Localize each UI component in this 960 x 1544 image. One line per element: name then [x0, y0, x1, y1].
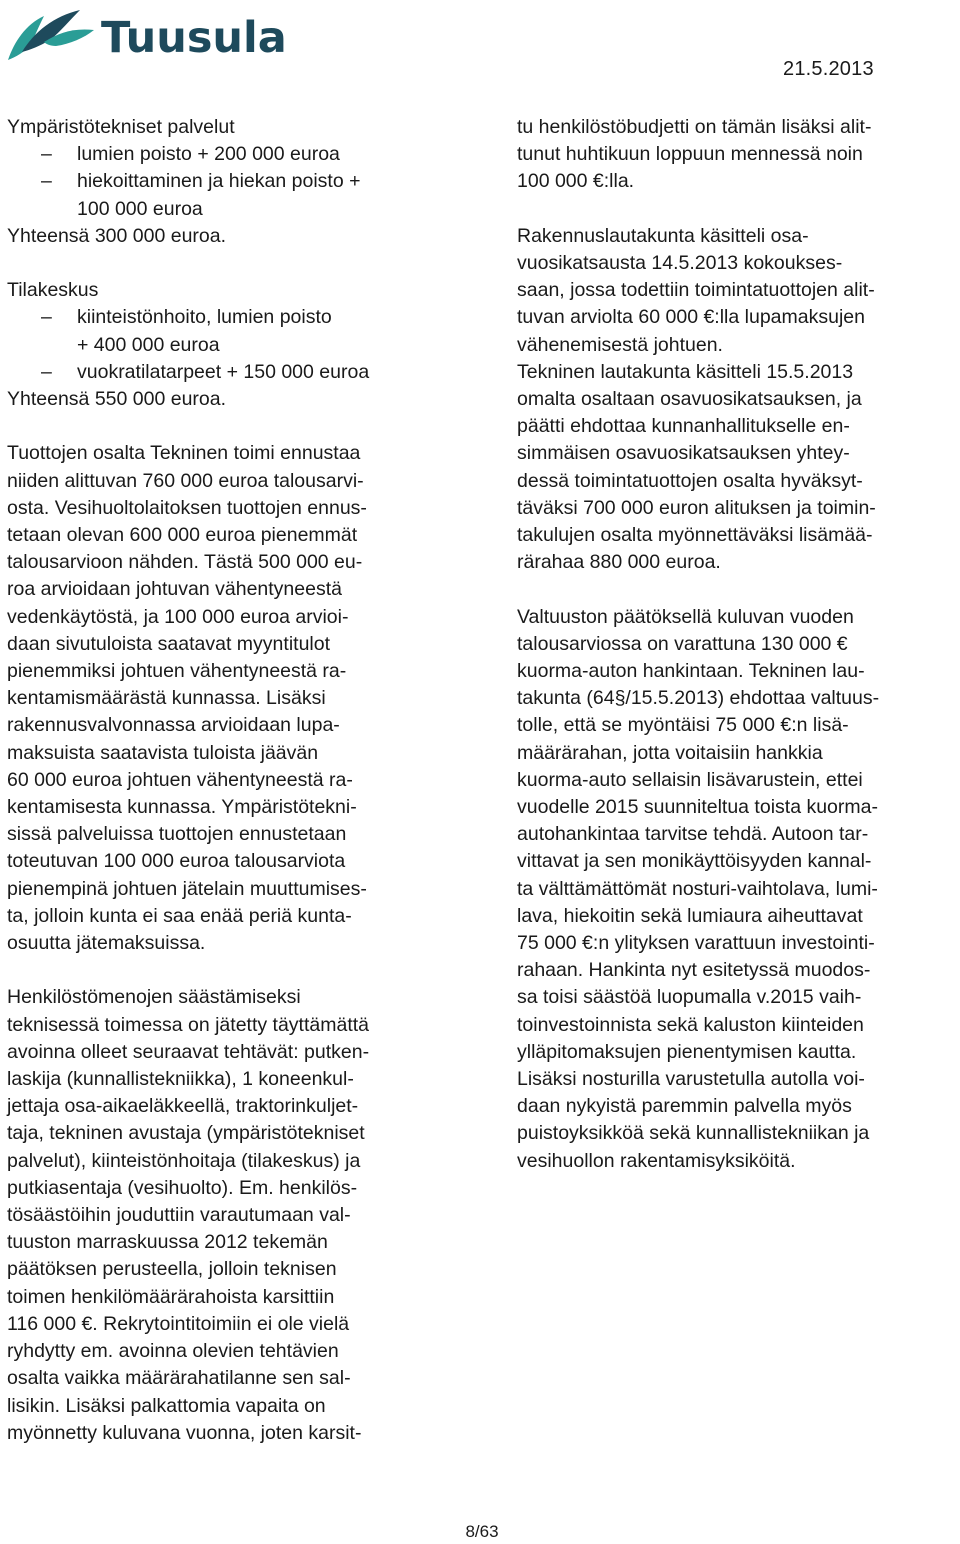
text-line: Lisäksi nosturilla varustetulla autolla voi-: [517, 1068, 865, 1091]
text-line: päätti ehdottaa kunnanhallitukselle en-: [517, 415, 850, 438]
tuusula-logo: [4, 2, 304, 66]
text-line: 60 000 euroa johtuen vähentyneestä ra-: [7, 768, 353, 791]
text-line: osta. Vesihuoltolaitoksen tuottojen ennus-: [7, 496, 367, 519]
text-line: määrärahan, jotta voitaisiin hankkia: [517, 741, 823, 764]
list-item: [7, 141, 477, 168]
list-item-text: vuokratilatarpeet + 150 000 euroa: [77, 360, 370, 383]
text-line: tuvan arviolta 60 000 €:lla lupamaksujen: [517, 306, 865, 329]
text-line: pienempinä johtuen jätelain muuttumises-: [7, 877, 367, 900]
text-line: toinvestoinnista sekä kaluston kiinteiden: [517, 1013, 864, 1036]
text-line: tolle, että se myöntäisi 75 000 €:n lisä-: [517, 714, 849, 737]
list-item-text: kiinteistönhoito, lumien poisto: [77, 306, 332, 329]
text-line: pienemmiksi johtuen vähentyneestä ra-: [7, 660, 347, 683]
text-line: ryhdytty em. avoinna olevien tehtävien: [7, 1340, 339, 1363]
text-line: osuutta jätemaksuissa.: [7, 932, 206, 955]
text-line: kuorma-auto sellaisin lisävarustein, ettei: [517, 768, 863, 791]
text-line: puistoyksikköä sekä kunnallistekniikan ja: [517, 1122, 870, 1145]
text-line: takulujen osalta myönnettäväksi lisämää-: [517, 524, 873, 547]
text-line: 100 000 €:lla.: [517, 170, 635, 193]
paragraph: [517, 114, 957, 196]
text-line: vuosikatsausta 14.5.2013 kokoukses-: [517, 252, 843, 274]
text-line: rahaan. Hankinta nyt esitetyssä muodos-: [517, 959, 871, 982]
text-line: ylläpitomaksujen pienentymisen kautta.: [517, 1040, 857, 1063]
text-line: Tuottojen osalta Tekninen toimi ennustaa: [7, 442, 361, 465]
text-line: putkiasentaja (vesihuolto). Em. henkilös-: [7, 1176, 358, 1199]
total-line: Yhteensä 550 000 euroa.: [7, 388, 227, 411]
text-line: laskija (kunnallistekniikka), 1 koneenkul-: [7, 1068, 354, 1091]
list-item-text: lumien poisto + 200 000 euroa: [77, 143, 340, 166]
text-line: taja, tekninen avustaja (ympäristötekniset: [7, 1122, 365, 1145]
text-line: Rakennuslautakunta käsitteli osa-: [517, 224, 809, 247]
text-line: lava, hiekoitin sekä lumiaura aiheuttavat: [517, 904, 863, 927]
text-line: päätöksen perusteella, jolloin teknisen: [7, 1258, 337, 1281]
list-item: [7, 359, 477, 386]
text-line: toteutuvan 100 000 euroa talousarviota: [7, 850, 346, 873]
paragraph: [517, 223, 957, 577]
text-line: kentamisesta kunnassa. Ympäristötekni-: [7, 796, 357, 819]
text-line: ta välttämättömät nosturi-vaihtolava, lumi-: [517, 877, 878, 900]
text-line: tu henkilöstöbudjetti on tämän lisäksi alit-: [517, 116, 872, 138]
dash-bullet: –: [41, 170, 52, 193]
text-line: palvelut), kiinteistönhoitaja (tilakeskus) ja: [7, 1149, 361, 1172]
dash-bullet: –: [41, 360, 52, 383]
text-line: teknisessä toimessa on jätetty täyttämättä: [7, 1013, 370, 1036]
text-line: vähenemisestä johtuen.: [517, 333, 723, 356]
text-line: vesihuollon rakentamisyksiköitä.: [517, 1149, 796, 1172]
text-line: tuuston marraskuussa 2012 tekemän: [7, 1231, 328, 1254]
list-item-continuation: + 400 000 euroa: [77, 333, 220, 356]
text-line: jettaja osa-aikaeläkkeellä, traktorinkuljet-: [7, 1095, 359, 1118]
text-line: rakennusvalvonnassa arvioidaan lupa-: [7, 714, 340, 737]
list-item: [7, 168, 477, 195]
text-line: talousarviossa on varattuna 130 000 €: [517, 632, 848, 655]
text-line: osalta vaikka määrärahatilanne sen sal-: [7, 1367, 351, 1390]
paragraph: [7, 984, 477, 1446]
text-line: Henkilöstömenojen säästämiseksi: [7, 986, 301, 1009]
text-line: autohankintaa tarvitse tehdä. Autoon tar-: [517, 823, 869, 846]
leaf-icon: [4, 2, 304, 66]
dash-bullet: –: [41, 306, 52, 329]
total-line: Yhteensä 300 000 euroa.: [7, 224, 227, 247]
text-line: Tekninen lautakunta käsitteli 15.5.2013: [517, 360, 854, 383]
paragraph: [7, 440, 477, 957]
paragraph: [517, 604, 957, 1175]
left-column: [7, 114, 477, 1447]
text-line: 116 000 €. Rekrytointitoimiin ei ole vielä: [7, 1312, 350, 1335]
list-item-continuation: 100 000 euroa: [77, 197, 203, 220]
svg-text:Tuusula: Tuusula: [101, 13, 287, 63]
text-line: saan, jossa todettiin toimintatuottojen alit-: [517, 279, 875, 302]
text-line: omalta osaltaan osavuosikatsauksen, ja: [517, 388, 862, 411]
text-line: kentamismäärästä kunnassa. Lisäksi: [7, 687, 326, 710]
text-line: kuorma-auton hankintaan. Tekninen lau-: [517, 660, 865, 683]
text-line: vuodelle 2015 suunniteltua toista kuorma-: [517, 796, 878, 819]
text-line: tunut huhtikuun loppuun mennessä noin: [517, 143, 863, 166]
section-heading: Tilakeskus: [7, 279, 99, 302]
text-line: Valtuuston päätöksellä kuluvan vuoden: [517, 605, 854, 628]
list-item-text: hiekoittaminen ja hiekan poisto +: [77, 170, 361, 193]
text-line: tetaan olevan 600 000 euroa pienemmät: [7, 524, 358, 547]
list-item: [7, 304, 477, 331]
text-line: lisikin. Lisäksi palkattomia vapaita on: [7, 1394, 326, 1417]
text-line: vedenkäytöstä, ja 100 000 euroa arvioi-: [7, 605, 349, 628]
text-line: dessä toimintatuottojen osalta hyväksyt-: [517, 469, 863, 492]
text-line: täväksi 700 000 euron alituksen ja toimin-: [517, 496, 876, 519]
text-line: maksuista saatavista tuloista jäävän: [7, 741, 319, 764]
text-line: tösäästöihin jouduttiin varautumaan val-: [7, 1204, 351, 1227]
text-line: daan sivutuloista saatavat myyntitulot: [7, 632, 331, 655]
text-line: roa arvioidaan johtuvan vähentyneestä: [7, 578, 342, 601]
text-line: toimen henkilömäärärahoista karsittiin: [7, 1285, 335, 1308]
document-date: 21.5.2013: [783, 58, 874, 80]
page-number: 8/63: [465, 1522, 499, 1541]
page-footer: [0, 1522, 960, 1542]
section-heading: Ympäristötekniset palvelut: [7, 116, 235, 138]
text-line: avoinna olleet seuraavat tehtävät: putken-: [7, 1040, 370, 1063]
text-line: daan nykyistä paremmin palvella myös: [517, 1095, 852, 1118]
text-line: takunta (64§/15.5.2013) ehdottaa valtuus-: [517, 687, 880, 710]
text-line: sissä palveluissa tuottojen ennustetaan: [7, 823, 347, 846]
text-line: simmäisen osavuosikatsauksen yhtey-: [517, 442, 850, 465]
dash-bullet: –: [41, 143, 52, 166]
text-line: vittavat ja sen monikäyttöisyyden kannal-: [517, 850, 872, 873]
text-line: rärahaa 880 000 euroa.: [517, 551, 721, 574]
text-line: niiden alittuvan 760 000 euroa talousarvi-: [7, 469, 364, 492]
page-header: [0, 0, 960, 100]
right-column: [517, 114, 957, 1175]
text-line: ta, jolloin kunta ei saa enää periä kunta-: [7, 904, 352, 927]
text-line: sa toisi säästöä luopumalla v.2015 vaih-: [517, 986, 862, 1009]
text-line: 75 000 €:n ylityksen varattuun investointi-: [517, 932, 875, 955]
text-line: talousarvioon nähden. Tästä 500 000 eu-: [7, 551, 363, 574]
text-line: myönnetty kuluvana vuonna, joten karsit-: [7, 1421, 362, 1444]
